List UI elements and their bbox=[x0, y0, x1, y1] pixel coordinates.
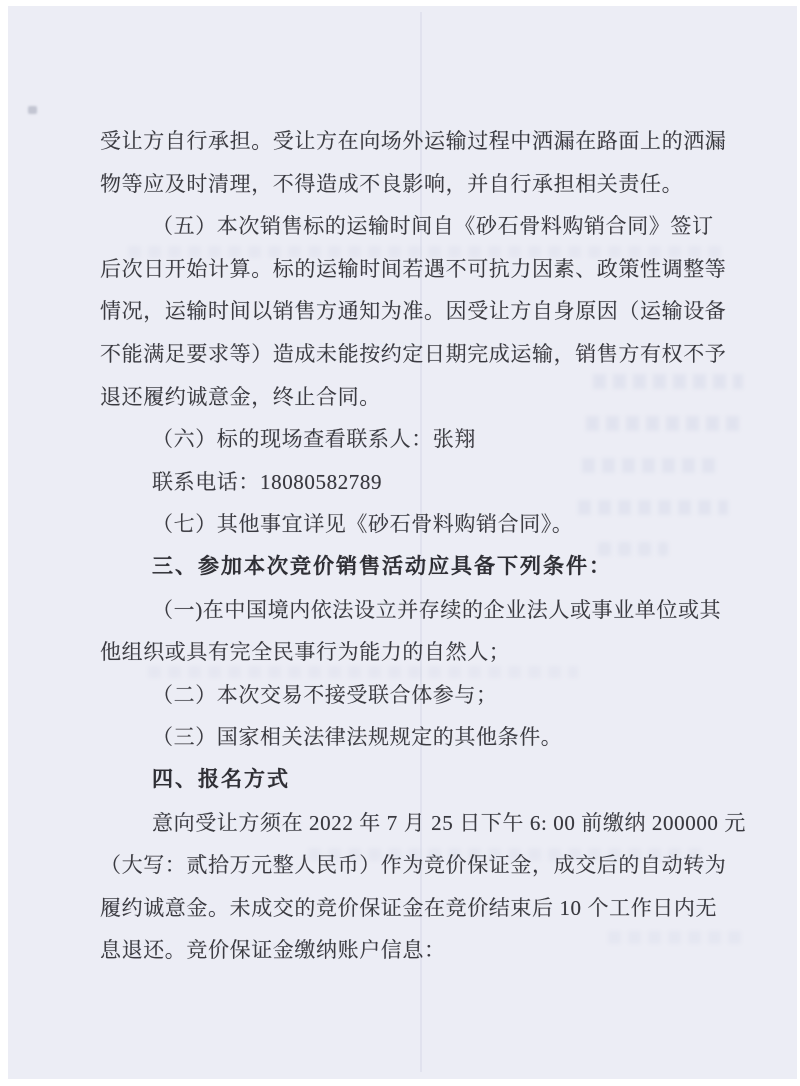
doc-line: 受让方自行承担。受让方在向场外运输过程中洒漏在路面上的洒漏 bbox=[100, 129, 727, 153]
section-heading-3: 三、参加本次竞价销售活动应具备下列条件： bbox=[152, 554, 612, 578]
scan-smudge bbox=[28, 106, 37, 114]
clause-5-line: （五）本次销售标的运输时间自《砂石骨料购销合同》签订 bbox=[152, 214, 714, 239]
deposit-line: 意向受让方须在 2022 年 7 月 25 日下午 6: 00 前缴纳 200000 元 bbox=[152, 810, 746, 835]
contact-phone-line: 联系电话：18080582789 bbox=[152, 469, 383, 494]
doc-line: 他组织或具有完全民事行为能力的自然人； bbox=[100, 640, 511, 665]
doc-line: 息退还。竞价保证金缴纳账户信息： bbox=[100, 938, 446, 963]
doc-line: （大写：贰拾万元整人民币）作为竞价保证金，成交后的自动转为 bbox=[100, 853, 727, 878]
clause-7-line: （七）其他事宜详见《砂石骨料购销合同》。 bbox=[152, 512, 574, 537]
doc-line: 情况，运输时间以销售方通知为准。因受让方自身原因（运输设备 bbox=[100, 299, 727, 324]
condition-3-line: （三）国家相关法律法规规定的其他条件。 bbox=[152, 725, 563, 750]
document-text-block bbox=[100, 120, 745, 972]
doc-line: 后次日开始计算。标的运输时间若遇不可抗力因素、政策性调整等 bbox=[100, 256, 727, 281]
doc-line: 不能满足要求等）造成未能按约定日期完成运输，销售方有权不予 bbox=[100, 341, 727, 366]
doc-line: 履约诚意金。未成交的竞价保证金在竞价结束后 10 个工作日内无 bbox=[100, 895, 718, 920]
document-page bbox=[8, 6, 797, 1079]
condition-2-line: （二）本次交易不接受联合体参与； bbox=[152, 682, 498, 707]
condition-1-line: （一)在中国境内依法设立并存续的企业法人或事业单位或其 bbox=[152, 597, 722, 622]
doc-line: 物等应及时清理，不得造成不良影响，并自行承担相关责任。 bbox=[100, 171, 684, 196]
contact-person-line: （六）标的现场查看联系人：张翔 bbox=[152, 427, 476, 452]
doc-line: 退还履约诚意金，终止合同。 bbox=[100, 384, 381, 409]
section-heading-4: 四、报名方式 bbox=[152, 767, 290, 791]
